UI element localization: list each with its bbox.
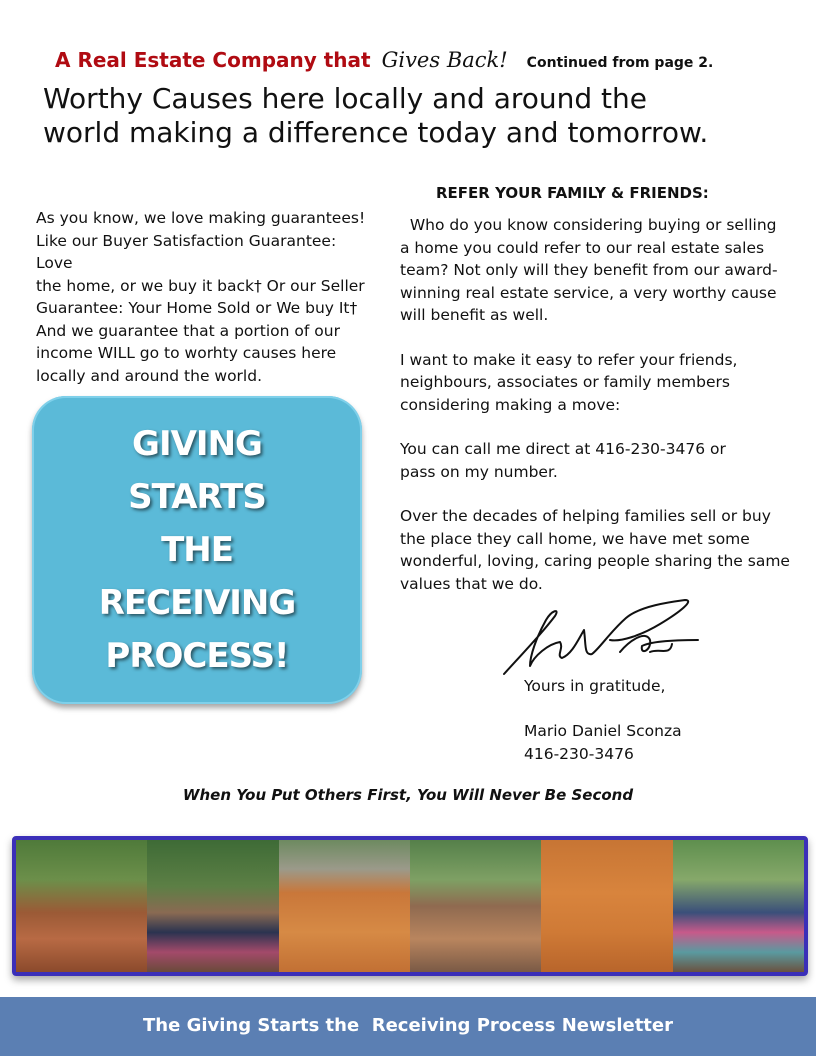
tagline-start: A Real Estate Company that bbox=[55, 48, 371, 72]
photo-ducks-in-pond bbox=[541, 840, 672, 972]
salutation: Yours in gratitude, bbox=[524, 677, 666, 695]
headline-line-2: world making a difference today and tomorrow. bbox=[43, 116, 709, 149]
signature bbox=[500, 596, 705, 680]
intro-line: the home, or we buy it back† Or our Seller bbox=[36, 276, 365, 295]
closing-block bbox=[524, 675, 682, 765]
giving-callout-box bbox=[32, 396, 362, 704]
photo-strip bbox=[12, 836, 808, 976]
refer-section bbox=[400, 214, 790, 617]
intro-line: As you know, we love making guarantees! bbox=[36, 209, 366, 227]
refer-paragraph-4: Over the decades of helping families sell or buy the place they call home, we have met some wonderful, loving, caring people sharing the same values that we do. bbox=[400, 507, 790, 593]
photo-water-tank bbox=[279, 840, 410, 972]
photo-volunteers-group bbox=[147, 840, 278, 972]
intro-line: And we guarantee that a portion of our bbox=[36, 321, 340, 340]
continued-note: Continued from page 2. bbox=[526, 55, 714, 71]
tagline bbox=[55, 48, 713, 72]
author-phone: 416-230-3476 bbox=[524, 744, 634, 763]
author-name: Mario Daniel Sconza bbox=[524, 722, 682, 740]
intro-line: Guarantee: Your Home Sold or We buy It† bbox=[36, 299, 358, 317]
refer-paragraph-2: I want to make it easy to refer your friends, neighbours, associates or family members considering making a move: bbox=[400, 350, 738, 414]
headline-line-1: Worthy Causes here locally and around the bbox=[43, 82, 648, 115]
footer-title: The Giving Starts the Receiving Process Newsletter bbox=[143, 1015, 673, 1036]
refer-pass-line: pass on my number. bbox=[400, 462, 558, 481]
callout-line-1: GIVING bbox=[132, 423, 262, 464]
intro-line: locally and around the world. bbox=[36, 366, 263, 385]
refer-heading: REFER YOUR FAMILY & FRIENDS: bbox=[436, 184, 709, 202]
callout-line-3: RECEIVING bbox=[98, 582, 296, 623]
callout-line-2: STARTS THE bbox=[128, 476, 266, 570]
footer-banner bbox=[0, 997, 816, 1056]
motto: When You Put Others First, You Will Never Be Second bbox=[182, 786, 634, 804]
refer-phone-line: You can call me direct at 416-230-3476 or bbox=[400, 440, 726, 458]
photo-trench-work bbox=[410, 840, 541, 972]
intro-line: income WILL go to worhty causes here bbox=[36, 344, 337, 362]
intro-paragraph bbox=[36, 207, 371, 387]
photo-digging-site bbox=[16, 840, 147, 972]
page-headline bbox=[43, 82, 763, 150]
tagline-script: Gives Back! bbox=[381, 48, 508, 72]
callout-text bbox=[87, 418, 307, 683]
refer-paragraph-3 bbox=[400, 438, 790, 483]
refer-paragraph-1: Who do you know considering buying or selling a home you could refer to our real estate sales team? Not only will they benefit from our award-winning real estate service, a very worthy cause will benefit as well. bbox=[400, 216, 782, 324]
callout-line-4: PROCESS! bbox=[105, 635, 289, 676]
intro-line: Like our Buyer Satisfaction Guarantee: Love bbox=[36, 231, 337, 272]
photo-community-gathering bbox=[673, 840, 804, 972]
